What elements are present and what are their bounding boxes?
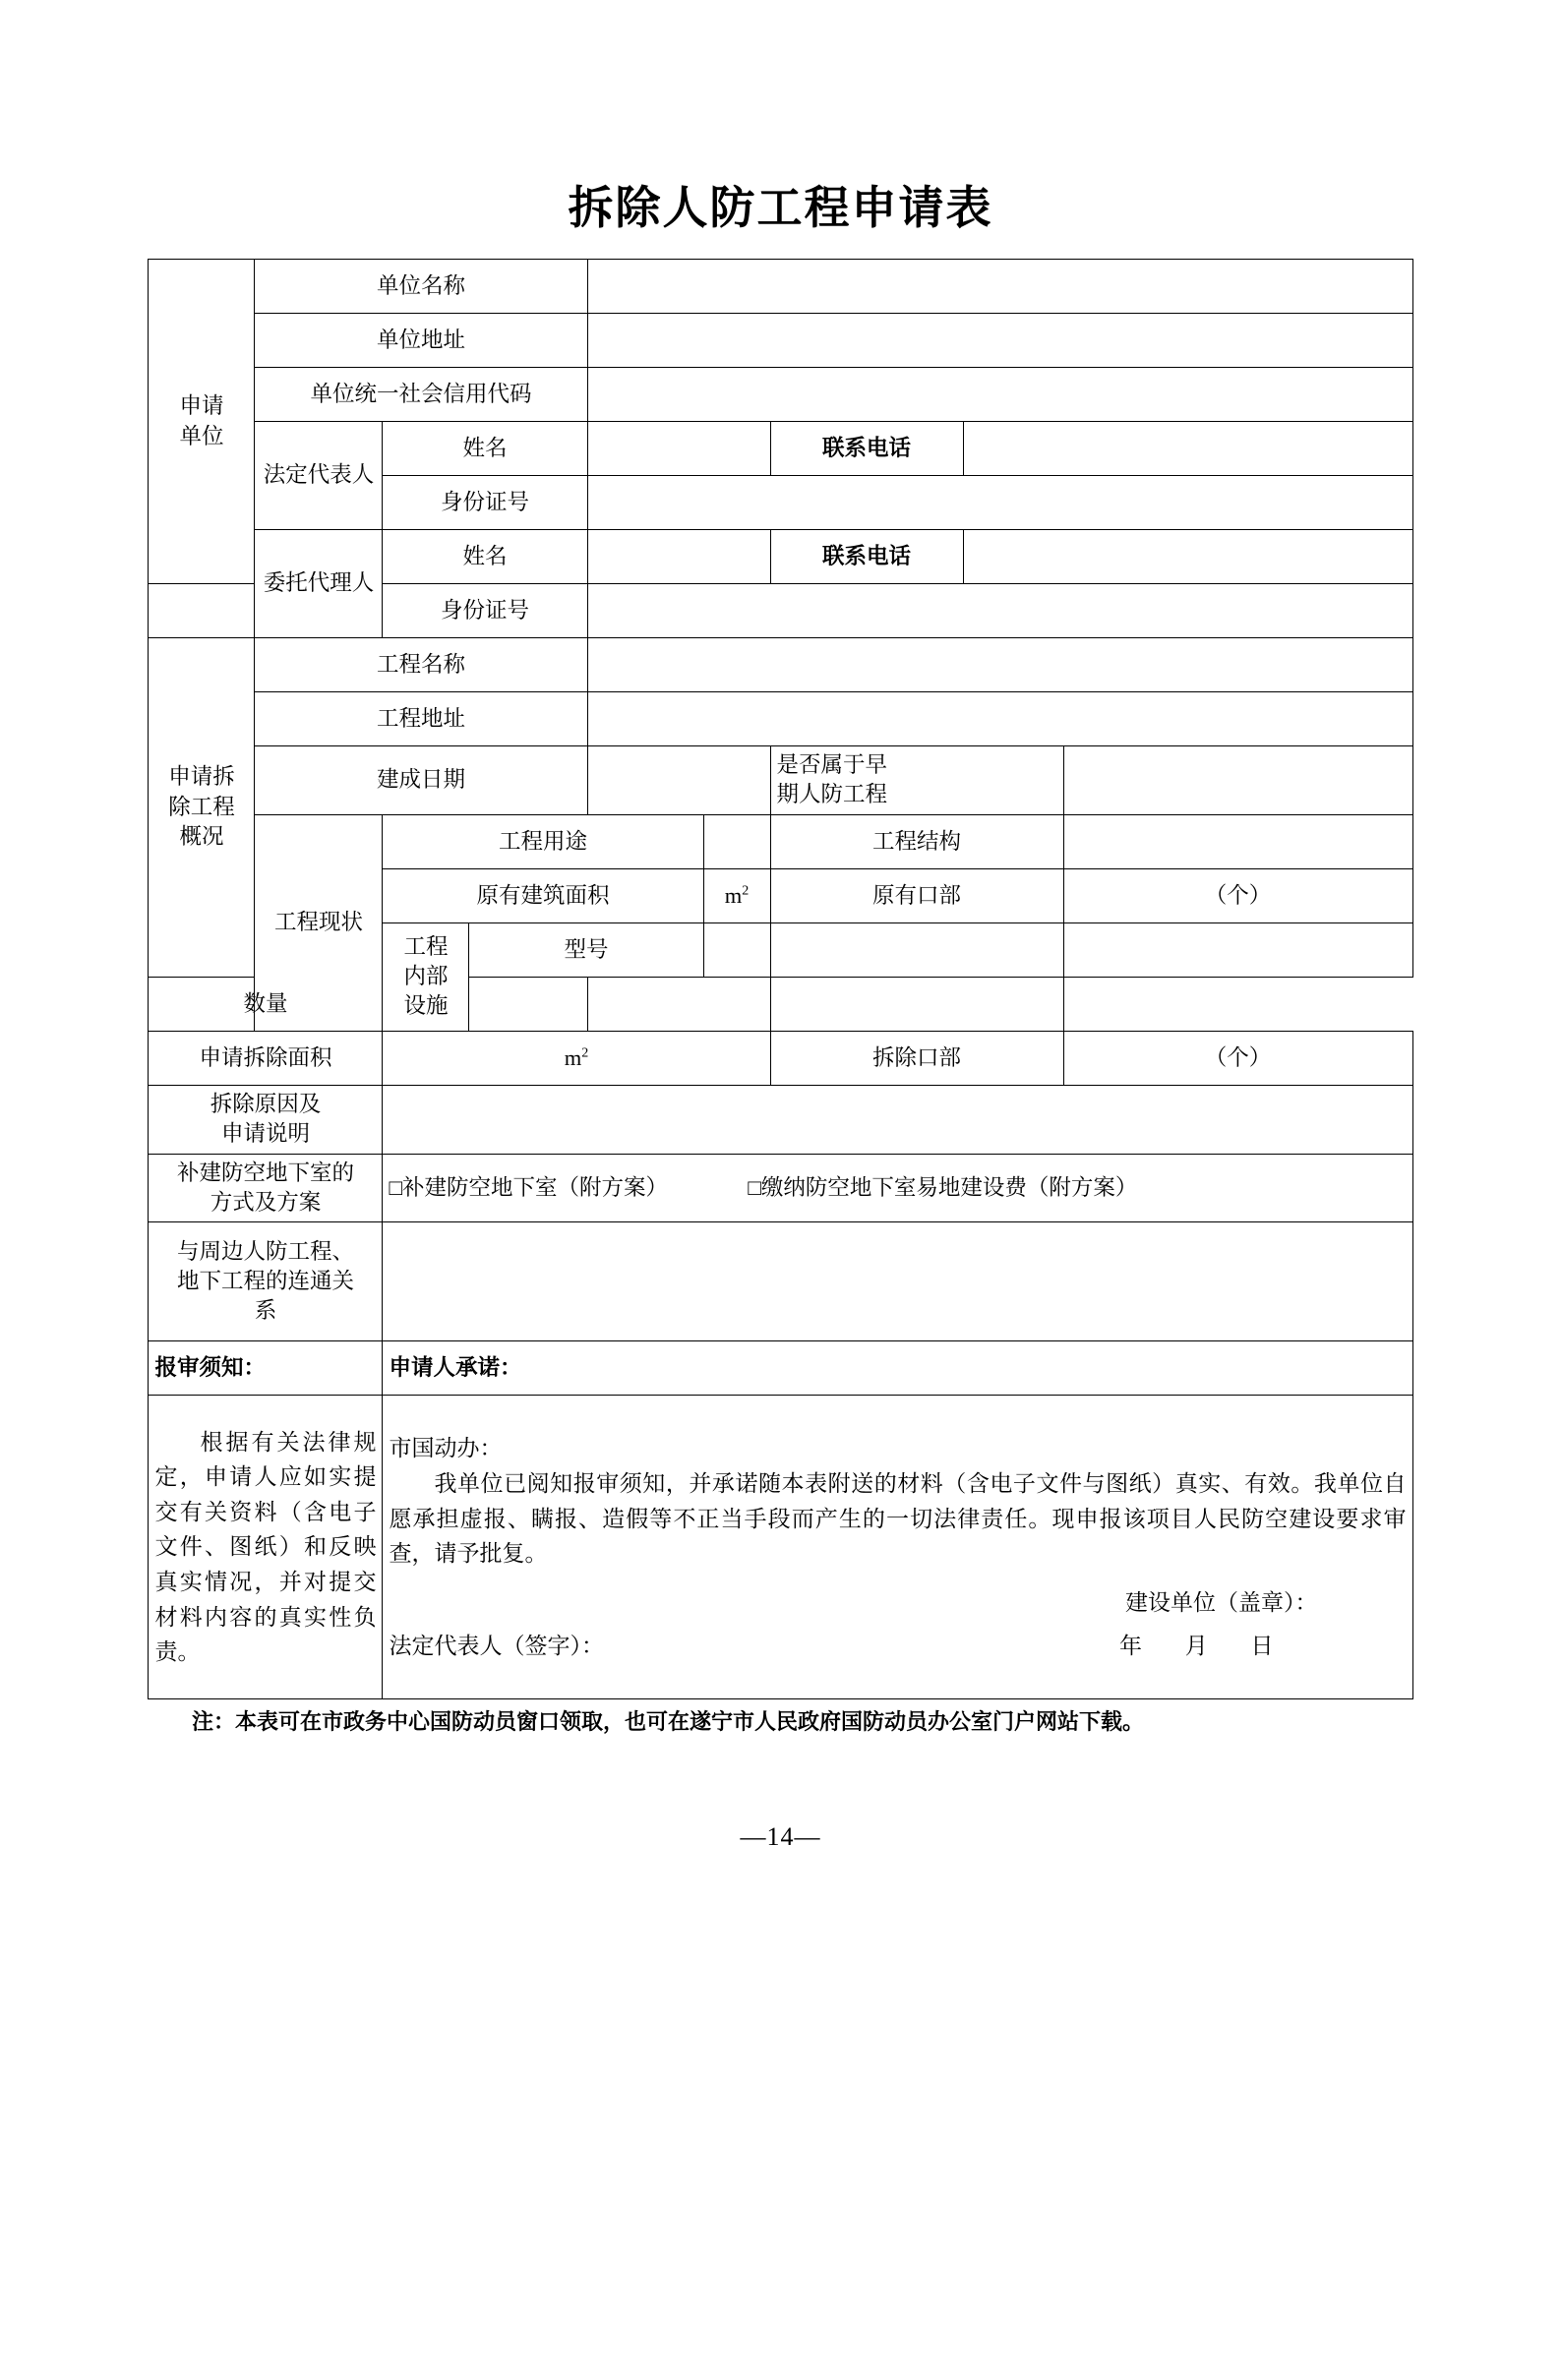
applicant-section-label [149,260,255,584]
table-row [149,1085,1412,1154]
signature-label[interactable]: 法定代表人（签字）： [389,1633,604,1658]
promise-text: 我单位已阅知报审须知，并承诺随本表附送的材料（含电子文件与图纸）真实、有效。我单位自愿承担虚报、瞒报、造假等不正当手段而产生的一切法律责任。现申报该项目人民防空建设要求审查，请予批复。 [389,1470,1407,1567]
early-project-label-line2: 期人防工程 [776,782,888,807]
facility-quantity-field-3[interactable] [770,977,1063,1031]
facility-model-label: 型号 [469,922,703,977]
credit-code-field[interactable] [587,368,1412,422]
credit-code-label: 单位统一社会信用代码 [255,368,587,422]
legal-rep-name-label: 姓名 [383,422,587,476]
agent-label: 委托代理人 [255,530,383,638]
apply-area-label: 申请拆除面积 [149,1031,383,1085]
project-usage-label: 工程用途 [383,814,703,868]
agent-id-label: 身份证号 [383,584,587,638]
facility-model-field-3[interactable] [1063,922,1412,977]
project-name-label: 工程名称 [255,638,587,692]
apply-area-unit-superscript: 2 [581,1045,589,1061]
connection-label-line2: 地下工程的连通关 [176,1269,354,1294]
table-row [149,692,1412,746]
existing-area-label: 原有建筑面积 [383,868,703,922]
connection-label-line3: 系 [254,1298,277,1324]
promise-title: 申请人承诺： [383,1341,1412,1396]
application-form-table [148,259,1412,1699]
project-address-field[interactable] [587,692,1412,746]
project-usage-field[interactable] [703,814,770,868]
legal-rep-name-field[interactable] [587,422,770,476]
facility-model-field-1[interactable] [703,922,770,977]
early-project-label [770,746,1063,815]
apply-area-unit-label: m [564,1044,582,1070]
table-row [149,1031,1412,1085]
table-row [149,530,1412,584]
table-row [149,1154,1412,1222]
signature-row [389,1629,1406,1664]
table-row [149,746,1412,815]
table-row [149,314,1412,368]
reason-field[interactable] [383,1085,1412,1154]
unit-address-field[interactable] [587,314,1412,368]
facility-quantity-field-1[interactable] [469,977,587,1031]
existing-area-field[interactable] [703,868,770,922]
project-label-line1: 申请拆 [168,764,235,790]
area-unit-superscript: 2 [742,883,750,899]
demolished-openings-field[interactable]: （个） [1063,1031,1412,1085]
connection-label [149,1222,383,1341]
rebuild-option-1-checkbox[interactable]: □补建防空地下室（附方案） [389,1174,669,1200]
rebuild-label-line2: 方式及方案 [210,1189,322,1215]
existing-openings-label: 原有口部 [770,868,1063,922]
table-row [149,422,1412,476]
promise-addressee: 市国动办： [389,1436,503,1461]
form-note: 注：本表可在市政务中心国防动员窗口领取，也可在遂宁市人民政府国防动员办公室门户网站下载。 [192,1709,1145,1735]
date-fields [1082,1629,1407,1664]
agent-phone-field[interactable] [963,530,1412,584]
date-day-label: 日 [1250,1633,1274,1658]
rebuild-option-2-checkbox[interactable]: □缴纳防空地下室易地建设费（附方案） [748,1174,1138,1200]
page-title: 拆除人防工程申请表 [568,181,993,234]
notice-body-cell [149,1396,383,1699]
date-year-label: 年 [1119,1633,1143,1658]
rebuild-label-line1: 补建防空地下室的 [176,1160,354,1185]
facility-label-line3: 设施 [403,993,449,1019]
legal-rep-label: 法定代表人 [255,422,383,530]
unit-name-label: 单位名称 [255,260,587,314]
early-project-field[interactable] [1063,746,1412,815]
table-row [149,1222,1412,1341]
rebuild-options [383,1154,1412,1222]
promise-body-cell [383,1396,1412,1699]
reason-label-line1: 拆除原因及 [210,1091,322,1116]
connection-field[interactable] [383,1222,1412,1341]
unit-name-field[interactable] [587,260,1412,314]
table-row [149,1396,1412,1699]
reason-label-line2: 申请说明 [220,1121,310,1147]
document-page [0,172,1561,2380]
project-structure-field[interactable] [1063,814,1412,868]
project-status-label: 工程现状 [255,814,383,1031]
project-label-line3: 概况 [179,824,224,850]
facility-model-field-2[interactable] [770,922,1063,977]
project-label-line2: 除工程 [168,794,235,819]
agent-label-spacer [149,584,255,638]
table-row [149,260,1412,314]
agent-id-field[interactable] [587,584,1412,638]
unit-address-label: 单位地址 [255,314,587,368]
notice-title: 报审须知： [149,1341,383,1396]
demolished-openings-label: 拆除口部 [770,1031,1063,1085]
applicant-label-line1: 申请 [179,393,224,419]
agent-phone-label: 联系电话 [770,530,963,584]
built-date-field[interactable] [587,746,770,815]
area-unit-label: m [724,882,743,908]
connection-label-line1: 与周边人防工程、 [176,1238,354,1264]
early-project-label-line1: 是否属于早 [776,752,888,777]
internal-facility-label [383,922,469,1031]
facility-label-line1: 工程 [403,933,449,959]
legal-rep-phone-label: 联系电话 [770,422,963,476]
table-row [149,814,1412,868]
project-section-label [149,638,255,978]
existing-openings-field[interactable]: （个） [1063,868,1412,922]
legal-rep-id-label: 身份证号 [383,476,587,530]
table-row [149,977,1412,1031]
table-row [149,638,1412,692]
notice-text: 根据有关法律规定，申请人应如实提交有关资料（含电子文件、图纸）和反映真实情况，并对提交材料内容的真实性负责。 [154,1429,377,1665]
reason-label [149,1085,383,1154]
apply-area-field[interactable] [383,1031,770,1085]
project-structure-label: 工程结构 [770,814,1063,868]
page-number: —14— [740,1822,821,1852]
project-name-field[interactable] [587,638,1412,692]
table-row [149,1341,1412,1396]
facility-label-line2: 内部 [403,964,449,989]
legal-rep-id-field[interactable] [587,476,1412,530]
built-date-label: 建成日期 [255,746,587,815]
applicant-label-line2: 单位 [179,423,224,448]
facility-quantity-field-2[interactable] [587,977,770,1031]
date-month-label: 月 [1184,1633,1208,1658]
facility-quantity-label: 数量 [149,977,383,1031]
legal-rep-phone-field[interactable] [963,422,1412,476]
project-address-label: 工程地址 [255,692,587,746]
rebuild-label [149,1154,383,1222]
seal-label: 建设单位（盖章）： [1125,1589,1318,1615]
agent-name-label: 姓名 [383,530,587,584]
table-row [149,368,1412,422]
agent-name-field[interactable] [587,530,770,584]
